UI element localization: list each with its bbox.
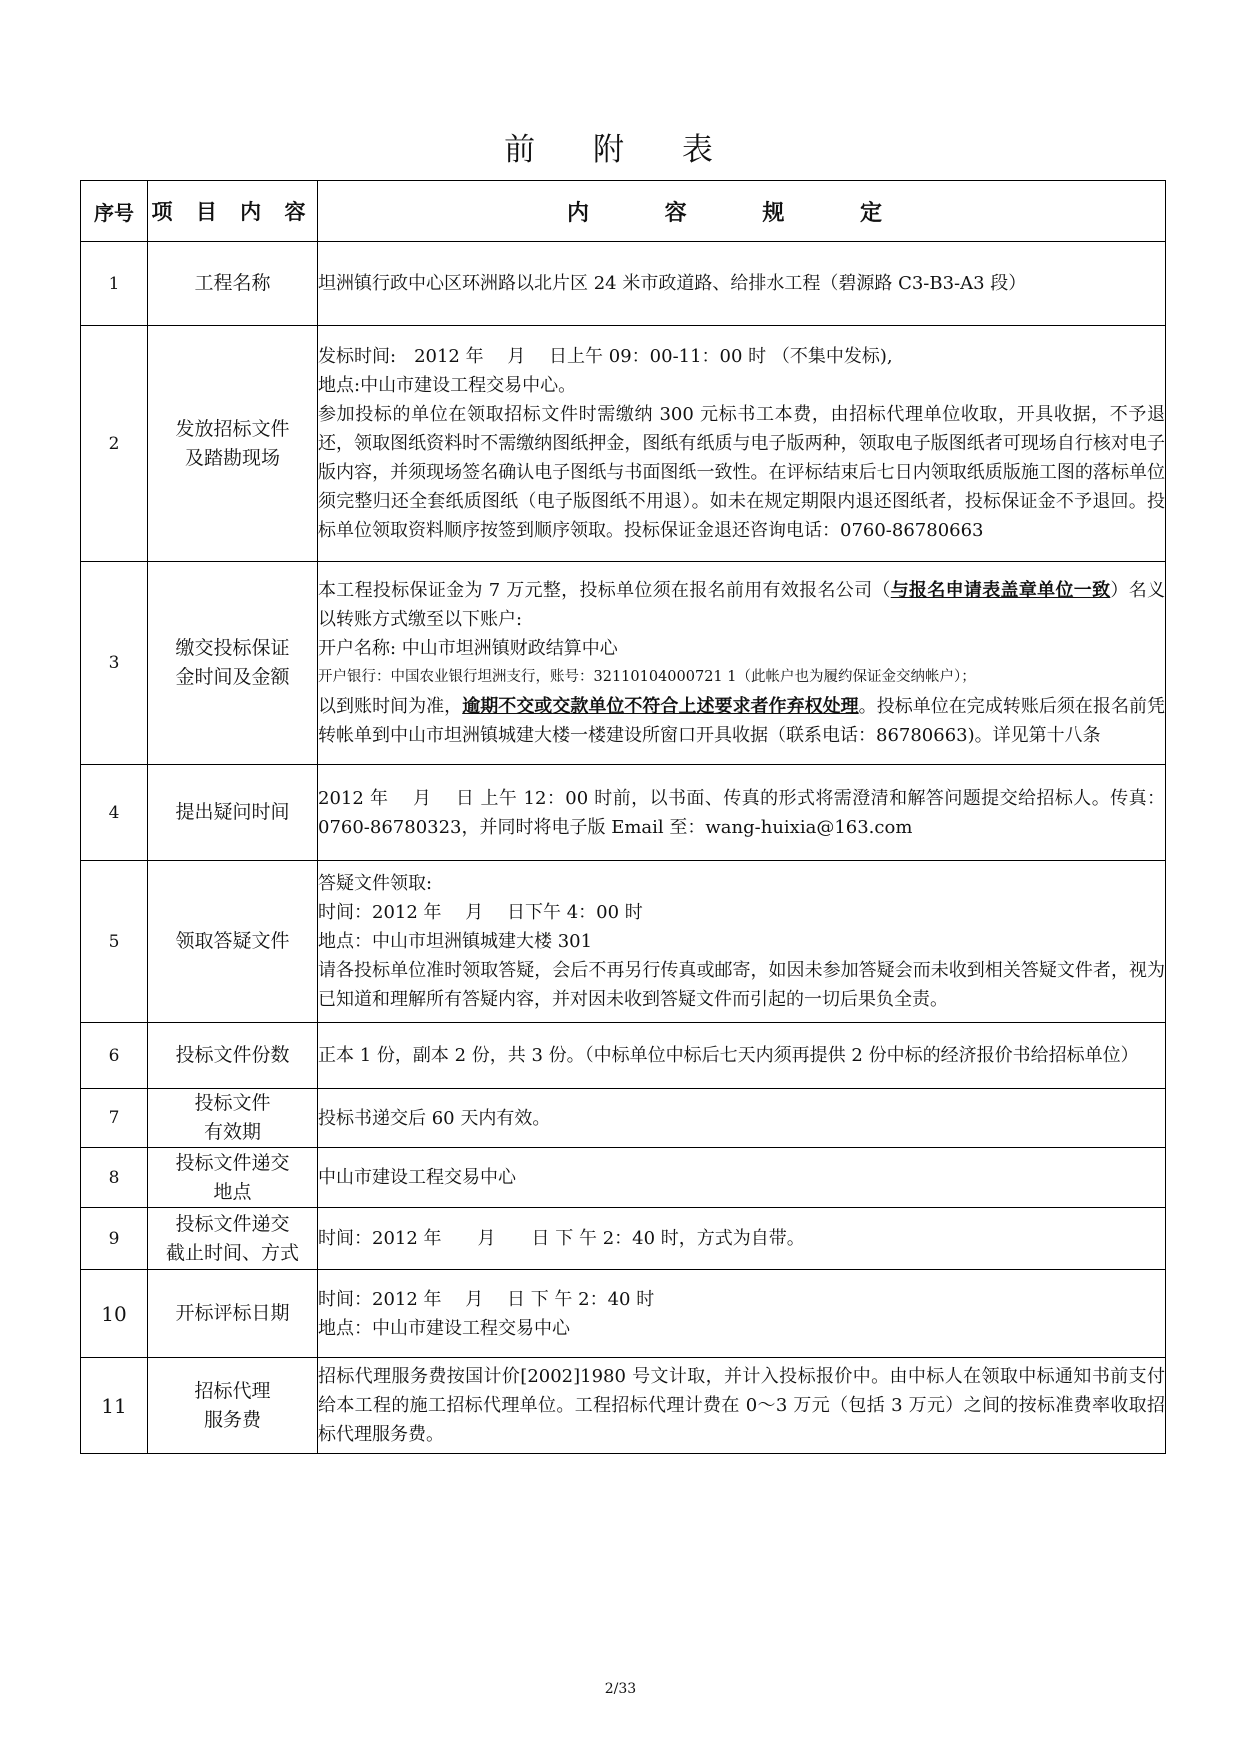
row-item: 招标代理 服务费 <box>148 1358 318 1454</box>
row-content: 发标时间: 2012 年 月 日上午 09：00-11：00 时 （不集中发标), 地点:中山市建设工程交易中心。 参加投标的单位在领取招标文件时需缴纳 300 元标书工本费，由招标代理单位收取，开具收据，不予退还，领取图纸资料时不需缴纳图纸押金，图纸有纸质与电子版两种，领取电子版图纸者可现场自行核对电子版内容，并须现场签名确认电子图纸与书面图纸一致性。在评标结束后七日内领取纸质版施工图的落标单位须完整归还全套纸质图纸（电子版图纸不用退）。如未在规定期限内退还图纸者，投标保证金不予退回。投标单位领取资料顺序按签到顺序领取。投标保证金退还咨询电话：0760-86780663 <box>318 326 1166 562</box>
table-row <box>81 1270 1166 1358</box>
table-row <box>81 1208 1166 1270</box>
table-row <box>81 1089 1166 1148</box>
row-item: 投标文件递交 地点 <box>148 1148 318 1208</box>
row-no: 6 <box>81 1023 148 1089</box>
row-content: 招标代理服务费按国计价[2002]1980 号文计取，并计入投标报价中。由中标人在领取中标通知书前支付给本工程的施工招标代理单位。工程招标代理计费在 0～3 万元（包括 3 万元）之间的按标准费率收取招标代理服务费。 <box>318 1358 1166 1454</box>
table-row <box>81 242 1166 326</box>
row-no: 5 <box>81 861 148 1023</box>
row-no: 4 <box>81 765 148 861</box>
row-no: 1 <box>81 242 148 326</box>
row-item: 开标评标日期 <box>148 1270 318 1358</box>
header-content: 内 容 规 定 <box>318 181 1166 242</box>
row-content: 正本 1 份，副本 2 份，共 3 份。（中标单位中标后七天内须再提供 2 份中标的经济报价书给招标单位） <box>318 1023 1166 1089</box>
attachment-table <box>80 180 1166 1454</box>
row-item: 投标文件 有效期 <box>148 1089 318 1148</box>
table-row <box>81 1148 1166 1208</box>
table-row <box>81 326 1166 562</box>
row-item: 提出疑问时间 <box>148 765 318 861</box>
header-item: 项 目 内 容 <box>148 181 318 242</box>
table-row <box>81 861 1166 1023</box>
emphasis-text: 与报名申请表盖章单位一致 <box>890 580 1111 601</box>
row-content: 2012 年 月 日 上午 12：00 时前，以书面、传真的形式将需澄清和解答问题提交给招标人。传真：0760-86780323，并同时将电子版 Email 至：wang-huixia@163.com <box>318 765 1166 861</box>
row-no: 3 <box>81 562 148 765</box>
row-no: 9 <box>81 1208 148 1270</box>
table-row <box>81 562 1166 765</box>
page-title: 前 附 表 <box>504 132 737 168</box>
table-row <box>81 1023 1166 1089</box>
row-item: 发放招标文件 及踏勘现场 <box>148 326 318 562</box>
row-content: 投标书递交后 60 天内有效。 <box>318 1089 1166 1148</box>
row-no: 11 <box>81 1358 148 1454</box>
header-no: 序号 <box>81 181 148 242</box>
row-item: 工程名称 <box>148 242 318 326</box>
row-no: 10 <box>81 1270 148 1358</box>
table-row <box>81 1358 1166 1454</box>
row-no: 7 <box>81 1089 148 1148</box>
row-item: 投标文件递交 截止时间、方式 <box>148 1208 318 1270</box>
row-content: 中山市建设工程交易中心 <box>318 1148 1166 1208</box>
row-content: 答疑文件领取: 时间：2012 年 月 日下午 4：00 时 地点：中山市坦洲镇城建大楼 301 请各投标单位准时领取答疑，会后不再另行传真或邮寄，如因未参加答疑会而未收到相关答疑文件者，视为已知道和理解所有答疑内容，并对因未收到答疑文件而引起的一切后果负全责。 <box>318 861 1166 1023</box>
table-header-row <box>81 181 1166 242</box>
row-item: 领取答疑文件 <box>148 861 318 1023</box>
row-content: 时间：2012 年 月 日 下 午 2：40 时 地点：中山市建设工程交易中心 <box>318 1270 1166 1358</box>
emphasis-text: 逾期不交或交款单位不符合上述要求者作弃权处理 <box>462 696 859 717</box>
row-item: 缴交投标保证 金时间及金额 <box>148 562 318 765</box>
row-no: 2 <box>81 326 148 562</box>
table-row <box>81 765 1166 861</box>
row-content: 坦洲镇行政中心区环洲路以北片区 24 米市政道路、给排水工程（碧源路 C3-B3-A3 段） <box>318 242 1166 326</box>
row-content: 本工程投标保证金为 7 万元整，投标单位须在报名前用有效报名公司（与报名申请表盖章单位一致）名义以转账方式缴至以下账户: 开户名称: 中山市坦洲镇财政结算中心 开户银行：中国农业银行坦洲支行，账号：32110104000721 1（此帐户也为履约保证金交纳帐户）； 以到账时间为准，逾期不交或交款单位不符合上述要求者作弃权处理。投标单位在完成转账后须在报名前凭转帐单到中山市坦洲镇城建大楼一楼建设所窗口开具收据（联系电话：86780663)。详见第十八条 <box>318 562 1166 765</box>
page-number: 2/33 <box>604 1681 637 1697</box>
row-no: 8 <box>81 1148 148 1208</box>
row-item: 投标文件份数 <box>148 1023 318 1089</box>
row-content: 时间：2012 年 月 日 下 午 2：40 时，方式为自带。 <box>318 1208 1166 1270</box>
